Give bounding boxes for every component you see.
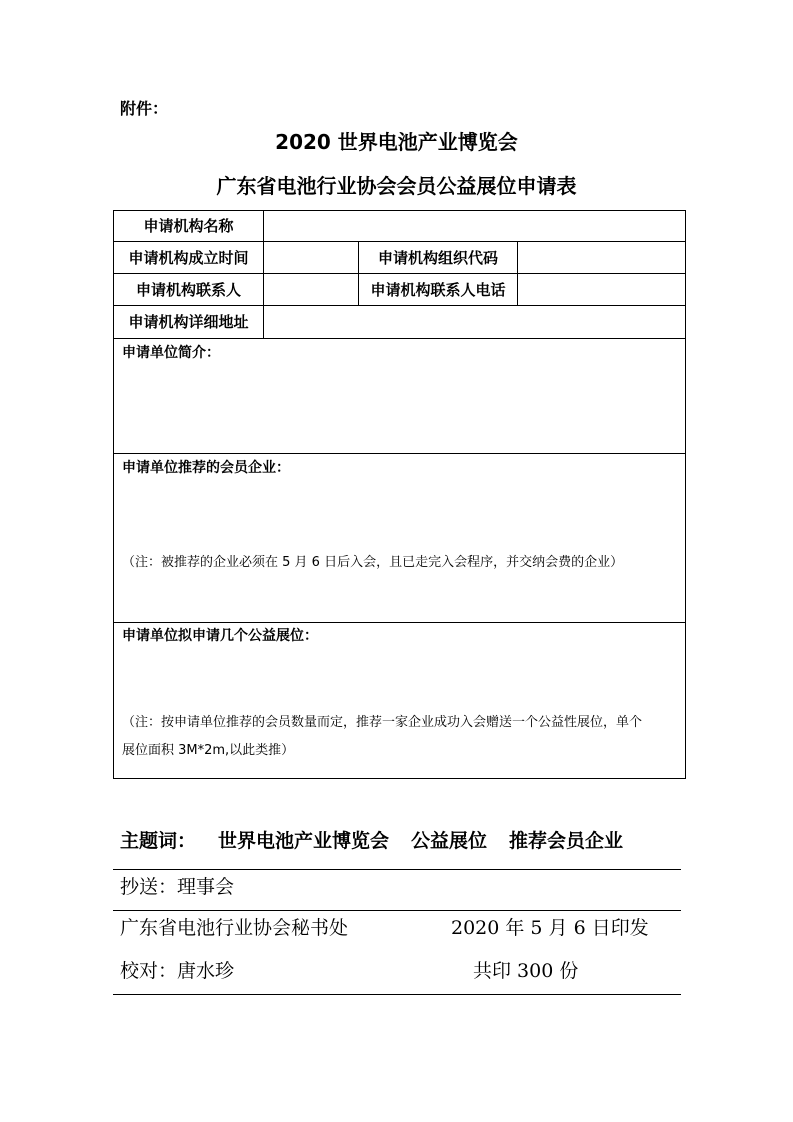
keyword-item: 世界电池产业博览会 xyxy=(218,830,390,852)
keyword-item: 公益展位 xyxy=(411,830,488,852)
issue-date: 2020 年 5 月 6 日印发 xyxy=(451,917,649,939)
attachment-label: 附件： xyxy=(120,99,169,118)
table-divider xyxy=(114,338,685,339)
title-line-2: 广东省电池行业协会会员公益展位申请表 xyxy=(216,174,577,198)
established-date-label: 申请机构成立时间 xyxy=(128,249,249,267)
footer-rule xyxy=(113,869,681,870)
org-code-field[interactable] xyxy=(518,242,685,272)
org-name-field[interactable] xyxy=(264,212,685,240)
booth-count-note-line-1: （注：按申请单位推荐的会员数量而定，推荐一家企业成功入会赠送一个公益性展位，单个 xyxy=(122,715,643,730)
established-date-field[interactable] xyxy=(264,242,357,272)
contact-person-field[interactable] xyxy=(264,274,357,304)
address-field[interactable] xyxy=(264,306,685,337)
keywords-label: 主题词： xyxy=(120,830,197,852)
print-copies: 共印 300 份 xyxy=(473,960,579,982)
contact-phone-field[interactable] xyxy=(518,274,685,304)
booth-count-label: 申请单位拟申请几个公益展位： xyxy=(122,628,318,644)
keyword-item: 推荐会员企业 xyxy=(509,830,624,852)
cc-line: 抄送：理事会 xyxy=(120,876,235,898)
org-code-label: 申请机构组织代码 xyxy=(377,249,498,267)
issuer-name: 广东省电池行业协会秘书处 xyxy=(120,917,349,939)
footer-rule xyxy=(113,910,681,911)
proofreader-line: 校对：唐水珍 xyxy=(120,960,235,982)
recommended-members-field[interactable] xyxy=(115,477,684,537)
contact-person-label: 申请机构联系人 xyxy=(135,281,241,299)
contact-phone-label: 申请机构联系人电话 xyxy=(370,281,506,299)
keywords-line xyxy=(120,826,623,853)
recommended-members-note: （注：被推荐的企业必须在 5 月 6 日后入会，且已走完入会程序，并交纳会费的企业） xyxy=(122,555,624,570)
table-divider xyxy=(114,622,685,623)
booth-count-field[interactable] xyxy=(115,645,684,703)
application-form-table xyxy=(113,210,686,779)
intro-section-label: 申请单位简介： xyxy=(122,345,220,361)
booth-count-note-line-2: 展位面积 3M*2m,以此类推） xyxy=(122,743,295,758)
title-line-1: 2020 世界电池产业博览会 xyxy=(275,130,518,154)
address-label: 申请机构详细地址 xyxy=(128,313,249,331)
table-divider xyxy=(114,453,685,454)
recommended-members-label: 申请单位推荐的会员企业： xyxy=(122,460,290,476)
org-name-label: 申请机构名称 xyxy=(143,217,234,235)
intro-field[interactable] xyxy=(115,361,684,451)
footer-rule xyxy=(113,994,681,995)
